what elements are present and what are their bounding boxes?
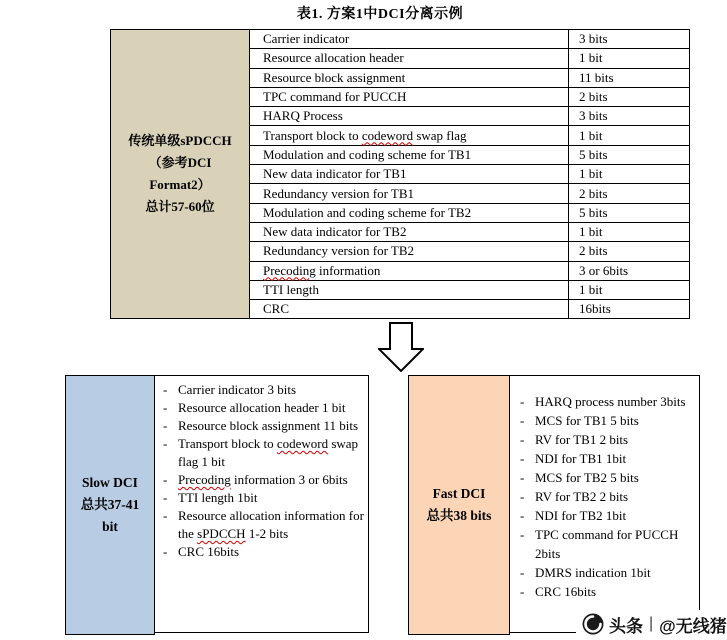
list-item	[163, 417, 364, 435]
dci-field-name: Redundancy version for TB1	[250, 184, 569, 203]
list-item-text: CRC 16bits	[535, 584, 597, 599]
bullet-dash: -	[163, 508, 168, 523]
legacy-dci-label-line: （参考DCI	[148, 155, 212, 171]
list-item	[520, 411, 695, 430]
list-item	[520, 525, 695, 563]
watermark-source: 头条	[609, 616, 643, 636]
dci-fields-table	[110, 29, 690, 319]
toutiao-logo-icon	[582, 613, 604, 635]
dci-field-name: Precoding information	[250, 261, 569, 280]
dci-field-name: HARQ Process	[250, 107, 569, 126]
slow-dci-label-line: Slow DCI	[82, 475, 138, 490]
list-item	[520, 582, 695, 601]
bullet-dash: -	[520, 527, 525, 542]
table-row	[111, 30, 690, 49]
dci-field-bits: 2 bits	[569, 184, 690, 203]
dci-field-bits: 1 bit	[569, 49, 690, 68]
list-item	[163, 507, 364, 543]
dci-field-bits: 1 bit	[569, 222, 690, 241]
watermark-account: @无线猪	[659, 616, 727, 636]
legacy-dci-label-line: 总计57-60位	[145, 199, 215, 215]
dci-field-bits: 5 bits	[569, 145, 690, 164]
list-item-text: Precoding information 3 or 6bits	[178, 472, 348, 487]
list-item	[520, 563, 695, 582]
bullet-dash: -	[163, 400, 168, 415]
legacy-dci-label-line: 传统单级sPDCCH	[128, 133, 232, 149]
bullet-dash: -	[520, 584, 525, 599]
list-item	[520, 468, 695, 487]
dci-field-bits: 1 bit	[569, 165, 690, 184]
fast-dci-label-line: 总共38 bits	[426, 508, 492, 523]
dci-field-bits: 2 bits	[569, 87, 690, 106]
slow-dci-label-line: bit	[102, 519, 118, 534]
bullet-dash: -	[520, 470, 525, 485]
slow-dci-block	[65, 375, 369, 635]
slow-dci-field-list	[154, 375, 369, 633]
slow-dci-label-line: 总共37-41	[80, 497, 140, 512]
list-item-text: CRC 16bits	[178, 544, 240, 559]
dci-field-name: Redundancy version for TB2	[250, 242, 569, 261]
bullet-dash: -	[163, 382, 168, 397]
fast-dci-block	[408, 375, 700, 635]
dci-field-bits: 5 bits	[569, 203, 690, 222]
dci-field-bits: 16bits	[569, 300, 690, 319]
page-title: 表1. 方案1中DCI分离示例	[296, 7, 464, 22]
dci-field-name: Modulation and coding scheme for TB2	[250, 203, 569, 222]
list-item	[163, 381, 364, 399]
list-item-text: MCS for TB1 5 bits	[535, 413, 639, 428]
list-item-text: Resource allocation information for the sPDCCH 1-2 bits	[178, 508, 364, 541]
list-item	[520, 506, 695, 525]
watermark	[576, 610, 727, 638]
dci-field-name: CRC	[250, 300, 569, 319]
list-item-text: Resource allocation header 1 bit	[178, 400, 346, 415]
bullet-dash: -	[163, 436, 168, 451]
dci-field-bits: 1 bit	[569, 280, 690, 299]
list-item-text: Carrier indicator 3 bits	[178, 382, 297, 397]
dci-field-bits: 3 bits	[569, 30, 690, 49]
dci-field-name: Carrier indicator	[250, 30, 569, 49]
dci-field-name: Modulation and coding scheme for TB1	[250, 145, 569, 164]
dci-field-name: New data indicator for TB2	[250, 222, 569, 241]
legacy-dci-label-cell	[111, 30, 250, 319]
bullet-dash: -	[163, 490, 168, 505]
bullet-dash: -	[520, 508, 525, 523]
dci-field-bits: 1 bit	[569, 126, 690, 145]
list-item-text: NDI for TB2 1bit	[535, 508, 627, 523]
fast-dci-field-list	[509, 375, 700, 633]
dci-field-name: TTI length	[250, 280, 569, 299]
list-item	[163, 471, 364, 489]
fast-dci-label	[408, 375, 510, 635]
bullet-dash: -	[520, 451, 525, 466]
bullet-dash: -	[520, 432, 525, 447]
list-item	[163, 489, 364, 507]
list-item-text: Resource block assignment 11 bits	[178, 418, 359, 433]
list-item	[163, 399, 364, 417]
list-item-text: TPC command for PUCCH 2bits	[535, 527, 679, 561]
bullet-dash: -	[520, 489, 525, 504]
bullet-dash: -	[520, 413, 525, 428]
dci-field-name: Transport block to codeword swap flag	[250, 126, 569, 145]
list-item-text: MCS for TB2 5 bits	[535, 470, 639, 485]
slow-dci-label	[65, 375, 155, 635]
list-item-text: HARQ process number 3bits	[535, 394, 686, 409]
dci-field-name: TPC command for PUCCH	[250, 87, 569, 106]
dci-field-bits: 3 or 6bits	[569, 261, 690, 280]
list-item	[163, 543, 364, 561]
list-item-text: Transport block to codeword swap flag 1 bit	[178, 436, 359, 469]
fast-dci-label-line: Fast DCI	[432, 486, 486, 501]
list-item-text: NDI for TB1 1bit	[535, 451, 627, 466]
dci-field-bits: 11 bits	[569, 68, 690, 87]
list-item-text: TTI length 1bit	[178, 490, 258, 505]
legacy-dci-label-line: Format2）	[149, 177, 211, 193]
list-item-text: RV for TB1 2 bits	[535, 432, 629, 447]
dci-field-name: Resource block assignment	[250, 68, 569, 87]
bullet-dash: -	[520, 394, 525, 409]
list-item	[520, 449, 695, 468]
bullet-dash: -	[163, 472, 168, 487]
list-item	[520, 392, 695, 411]
list-item	[163, 435, 364, 471]
dci-field-name: Resource allocation header	[250, 49, 569, 68]
dci-field-bits: 3 bits	[569, 107, 690, 126]
bullet-dash: -	[163, 418, 168, 433]
list-item	[520, 430, 695, 449]
bullet-dash: -	[163, 544, 168, 559]
list-item-text: DMRS indication 1bit	[535, 565, 651, 580]
dci-field-bits: 2 bits	[569, 242, 690, 261]
list-item-text: RV for TB2 2 bits	[535, 489, 629, 504]
down-arrow-icon	[378, 322, 424, 372]
dci-field-name: New data indicator for TB1	[250, 165, 569, 184]
list-item	[520, 487, 695, 506]
bullet-dash: -	[520, 565, 525, 580]
watermark-divider: |	[649, 615, 654, 632]
